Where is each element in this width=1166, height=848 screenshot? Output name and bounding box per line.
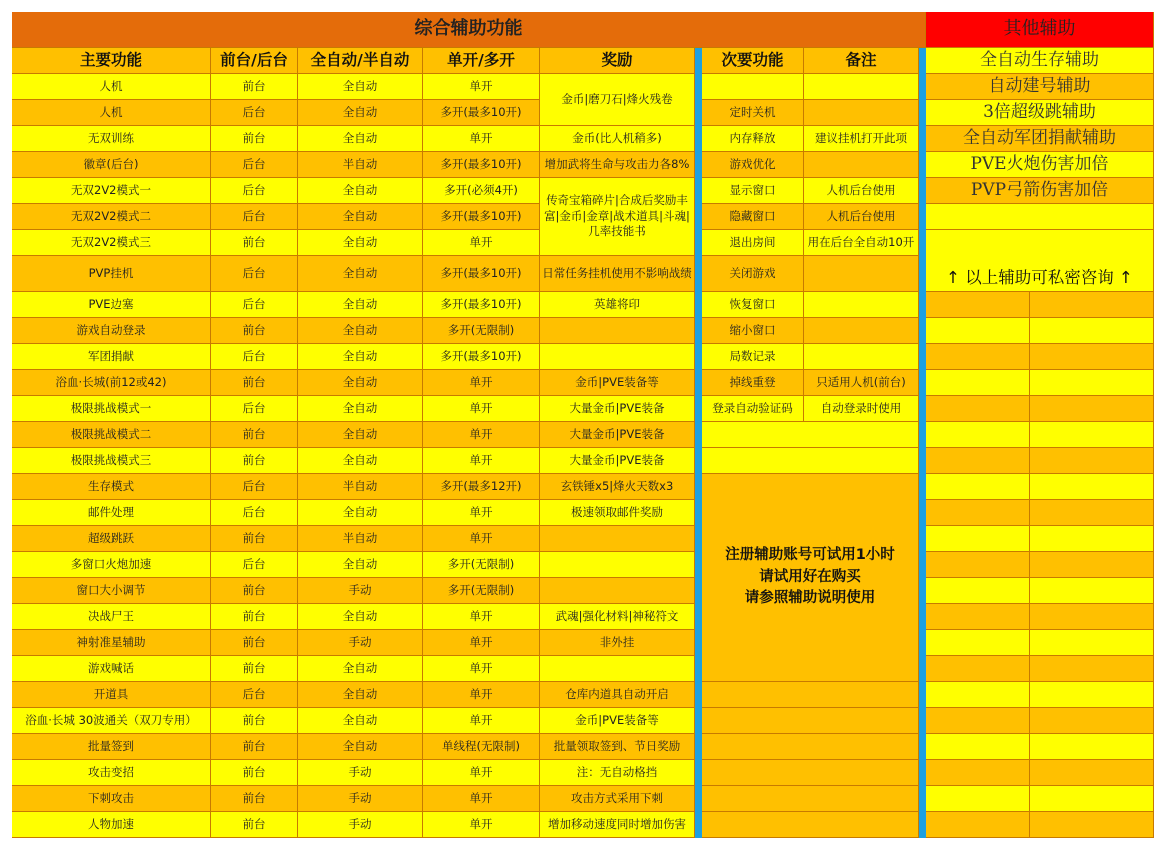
instance-mode: 单开 xyxy=(423,74,540,100)
other-grid-cell xyxy=(926,812,1030,838)
secondary-function: 显示窗口 xyxy=(702,178,804,204)
function-name: 徽章(后台) xyxy=(12,152,211,178)
remark: 建议挂机打开此项 xyxy=(804,126,919,152)
auto-mode: 全自动 xyxy=(298,708,423,734)
header-4: 奖励 xyxy=(540,48,695,74)
auto-mode: 全自动 xyxy=(298,100,423,126)
instance-mode: 多开(最多10开) xyxy=(423,292,540,318)
other-grid-cell xyxy=(926,422,1030,448)
reward-cell: 注：无自动格挡 xyxy=(540,760,695,786)
reward-cell: 大量金币|PVE装备 xyxy=(540,422,695,448)
other-grid-cell xyxy=(1030,526,1154,552)
secondary-function: 登录自动验证码 xyxy=(702,396,804,422)
trial-note-line: 请参照辅助说明使用 xyxy=(744,590,876,607)
remark xyxy=(804,292,919,318)
reward-cell xyxy=(540,344,695,370)
fg-bg: 后台 xyxy=(211,100,298,126)
remark xyxy=(804,256,919,292)
fg-bg: 前台 xyxy=(211,74,298,100)
fg-bg: 后台 xyxy=(211,344,298,370)
header-6: 备注 xyxy=(804,48,919,74)
other-grid-cell xyxy=(1030,656,1154,682)
auto-mode: 全自动 xyxy=(298,344,423,370)
other-grid-cell xyxy=(926,344,1030,370)
secondary-empty xyxy=(702,708,919,734)
function-name: 攻击变招 xyxy=(12,760,211,786)
instance-mode: 单开 xyxy=(423,500,540,526)
other-grid-cell xyxy=(1030,578,1154,604)
secondary-function: 关闭游戏 xyxy=(702,256,804,292)
other-grid-cell xyxy=(926,500,1030,526)
other-grid-cell xyxy=(1030,500,1154,526)
instance-mode: 多开(无限制) xyxy=(423,578,540,604)
auto-mode: 全自动 xyxy=(298,500,423,526)
instance-mode: 单开 xyxy=(423,760,540,786)
trial-note xyxy=(702,474,919,682)
fg-bg: 前台 xyxy=(211,708,298,734)
function-name: 无双2V2模式二 xyxy=(12,204,211,230)
remark: 只适用人机(前台) xyxy=(804,370,919,396)
fg-bg: 前台 xyxy=(211,422,298,448)
auto-mode: 全自动 xyxy=(298,74,423,100)
reward-cell: 英雄将印 xyxy=(540,292,695,318)
other-grid-cell xyxy=(926,552,1030,578)
reward-cell: 大量金币|PVE装备 xyxy=(540,396,695,422)
secondary-function: 定时关机 xyxy=(702,100,804,126)
instance-mode: 单开 xyxy=(423,126,540,152)
other-grid-cell xyxy=(926,474,1030,500)
function-name: 游戏自动登录 xyxy=(12,318,211,344)
header-2: 全自动/半自动 xyxy=(298,48,423,74)
other-grid-cell xyxy=(1030,734,1154,760)
fg-bg: 前台 xyxy=(211,604,298,630)
header-0: 主要功能 xyxy=(12,48,211,74)
instance-mode: 单开 xyxy=(423,370,540,396)
fg-bg: 前台 xyxy=(211,734,298,760)
fg-bg: 前台 xyxy=(211,760,298,786)
column-separator xyxy=(695,48,702,838)
other-grid-cell xyxy=(1030,604,1154,630)
auto-mode: 手动 xyxy=(298,578,423,604)
instance-mode: 多开(最多10开) xyxy=(423,256,540,292)
fg-bg: 后台 xyxy=(211,292,298,318)
other-grid-cell xyxy=(926,760,1030,786)
function-name: 浴血·长城 30波通关（双刀专用） xyxy=(12,708,211,734)
other-grid-cell xyxy=(926,448,1030,474)
function-name: 邮件处理 xyxy=(12,500,211,526)
auto-mode: 全自动 xyxy=(298,448,423,474)
secondary-empty xyxy=(702,786,919,812)
secondary-empty xyxy=(702,734,919,760)
function-name: 窗口大小调节 xyxy=(12,578,211,604)
other-assist-item: 全自动军团捐献辅助 xyxy=(926,126,1154,152)
secondary-function: 掉线重登 xyxy=(702,370,804,396)
function-name: 无双2V2模式一 xyxy=(12,178,211,204)
other-grid-cell xyxy=(926,604,1030,630)
secondary-function: 局数记录 xyxy=(702,344,804,370)
reward-cell: 金币|PVE装备等 xyxy=(540,708,695,734)
other-grid-cell xyxy=(1030,474,1154,500)
instance-mode: 多开(最多10开) xyxy=(423,204,540,230)
reward-cell: 攻击方式采用下刺 xyxy=(540,786,695,812)
reward-cell: 非外挂 xyxy=(540,630,695,656)
function-name: 极限挑战模式二 xyxy=(12,422,211,448)
spreadsheet xyxy=(12,12,1154,835)
instance-mode: 单开 xyxy=(423,604,540,630)
header-3: 单开/多开 xyxy=(423,48,540,74)
fg-bg: 后台 xyxy=(211,500,298,526)
instance-mode: 单开 xyxy=(423,812,540,838)
fg-bg: 后台 xyxy=(211,204,298,230)
instance-mode: 单开 xyxy=(423,448,540,474)
trial-note-line: 注册辅助账号可试用1小时 xyxy=(725,547,895,564)
function-name: 军团捐献 xyxy=(12,344,211,370)
auto-mode: 手动 xyxy=(298,786,423,812)
function-name: 下刺攻击 xyxy=(12,786,211,812)
fg-bg: 前台 xyxy=(211,230,298,256)
other-grid-cell xyxy=(1030,396,1154,422)
remark: 自动登录时使用 xyxy=(804,396,919,422)
function-name: 多窗口火炮加速 xyxy=(12,552,211,578)
secondary-function: 恢复窗口 xyxy=(702,292,804,318)
auto-mode: 全自动 xyxy=(298,422,423,448)
other-grid-cell xyxy=(1030,318,1154,344)
reward-cell: 金币|磨刀石|烽火残卷 xyxy=(540,74,695,126)
secondary-empty xyxy=(702,682,919,708)
instance-mode: 多开(无限制) xyxy=(423,318,540,344)
secondary-empty xyxy=(702,422,919,448)
other-grid-cell xyxy=(1030,760,1154,786)
fg-bg: 后台 xyxy=(211,256,298,292)
instance-mode: 单开 xyxy=(423,396,540,422)
reward-cell: 增加武将生命与攻击力各8% xyxy=(540,152,695,178)
function-name: 生存模式 xyxy=(12,474,211,500)
auto-mode: 全自动 xyxy=(298,396,423,422)
other-grid-cell xyxy=(926,526,1030,552)
other-grid-cell xyxy=(926,656,1030,682)
secondary-empty xyxy=(702,448,919,474)
secondary-empty xyxy=(702,812,919,838)
auto-mode: 全自动 xyxy=(298,604,423,630)
fg-bg: 前台 xyxy=(211,448,298,474)
instance-mode: 单开 xyxy=(423,786,540,812)
reward-cell xyxy=(540,526,695,552)
reward-cell xyxy=(540,552,695,578)
other-grid-cell xyxy=(926,630,1030,656)
other-assist-item: 全自动生存辅助 xyxy=(926,48,1154,74)
function-name: 浴血·长城(前12或42) xyxy=(12,370,211,396)
fg-bg: 后台 xyxy=(211,474,298,500)
other-assist-item: 自动建号辅助 xyxy=(926,74,1154,100)
reward-cell: 批量领取签到、节日奖励 xyxy=(540,734,695,760)
other-grid-cell xyxy=(926,786,1030,812)
instance-mode: 多开(最多10开) xyxy=(423,152,540,178)
other-grid-cell xyxy=(1030,448,1154,474)
other-grid-cell xyxy=(1030,812,1154,838)
function-name: 开道具 xyxy=(12,682,211,708)
reward-cell: 增加移动速度同时增加伤害 xyxy=(540,812,695,838)
main-title: 综合辅助功能 xyxy=(12,12,926,48)
function-name: 超级跳跃 xyxy=(12,526,211,552)
instance-mode: 单开 xyxy=(423,708,540,734)
reward-cell xyxy=(540,656,695,682)
remark: 用在后台全自动10开 xyxy=(804,230,919,256)
auto-mode: 全自动 xyxy=(298,256,423,292)
instance-mode: 单开 xyxy=(423,422,540,448)
auto-mode: 全自动 xyxy=(298,126,423,152)
other-grid-cell xyxy=(926,578,1030,604)
remark xyxy=(804,318,919,344)
header-1: 前台/后台 xyxy=(211,48,298,74)
reward-cell: 大量金币|PVE装备 xyxy=(540,448,695,474)
function-name: 极限挑战模式三 xyxy=(12,448,211,474)
instance-mode: 多开(无限制) xyxy=(423,552,540,578)
reward-cell xyxy=(540,578,695,604)
function-name: PVP挂机 xyxy=(12,256,211,292)
other-assist-empty xyxy=(926,204,1154,230)
auto-mode: 全自动 xyxy=(298,204,423,230)
instance-mode: 多开(最多10开) xyxy=(423,100,540,126)
other-assist-item: PVP弓箭伤害加倍 xyxy=(926,178,1154,204)
auto-mode: 全自动 xyxy=(298,370,423,396)
other-grid-cell xyxy=(1030,292,1154,318)
function-name: 人机 xyxy=(12,100,211,126)
fg-bg: 前台 xyxy=(211,526,298,552)
secondary-function: 缩小窗口 xyxy=(702,318,804,344)
remark xyxy=(804,100,919,126)
auto-mode: 手动 xyxy=(298,630,423,656)
fg-bg: 前台 xyxy=(211,126,298,152)
reward-cell: 玄铁锤x5|烽火天数x3 xyxy=(540,474,695,500)
function-name: 神射准星辅助 xyxy=(12,630,211,656)
auto-mode: 全自动 xyxy=(298,318,423,344)
fg-bg: 后台 xyxy=(211,152,298,178)
other-assist-item: PVE火炮伤害加倍 xyxy=(926,152,1154,178)
other-grid-cell xyxy=(1030,344,1154,370)
fg-bg: 后台 xyxy=(211,682,298,708)
header-5: 次要功能 xyxy=(702,48,804,74)
column-separator xyxy=(919,48,926,838)
instance-mode: 多开(最多10开) xyxy=(423,344,540,370)
function-name: 无双2V2模式三 xyxy=(12,230,211,256)
secondary-function: 内存释放 xyxy=(702,126,804,152)
remark xyxy=(804,152,919,178)
other-grid-cell xyxy=(926,708,1030,734)
instance-mode: 单线程(无限制) xyxy=(423,734,540,760)
other-grid-cell xyxy=(1030,786,1154,812)
other-grid-cell xyxy=(1030,630,1154,656)
reward-cell: 仓库内道具自动开启 xyxy=(540,682,695,708)
fg-bg: 前台 xyxy=(211,370,298,396)
function-name: 人机 xyxy=(12,74,211,100)
instance-mode: 单开 xyxy=(423,656,540,682)
instance-mode: 多开(最多12开) xyxy=(423,474,540,500)
reward-cell: 金币(比人机稍多) xyxy=(540,126,695,152)
other-grid-cell xyxy=(926,682,1030,708)
remark xyxy=(804,74,919,100)
secondary-function: 游戏优化 xyxy=(702,152,804,178)
other-grid-cell xyxy=(926,318,1030,344)
instance-mode: 单开 xyxy=(423,230,540,256)
function-name: 人物加速 xyxy=(12,812,211,838)
reward-cell: 日常任务挂机使用不影响战绩 xyxy=(540,256,695,292)
other-assist-note: ↑ 以上辅助可私密咨询 ↑ xyxy=(926,230,1154,292)
other-title: 其他辅助 xyxy=(926,12,1154,48)
fg-bg: 前台 xyxy=(211,578,298,604)
function-name: PVE边塞 xyxy=(12,292,211,318)
other-grid-cell xyxy=(1030,552,1154,578)
remark: 人机后台使用 xyxy=(804,178,919,204)
auto-mode: 全自动 xyxy=(298,734,423,760)
reward-cell: 传奇宝箱碎片|合成后奖励丰富|金币|金章|战术道具|斗魂|几率技能书 xyxy=(540,178,695,256)
fg-bg: 前台 xyxy=(211,786,298,812)
function-name: 批量签到 xyxy=(12,734,211,760)
auto-mode: 手动 xyxy=(298,760,423,786)
fg-bg: 后台 xyxy=(211,396,298,422)
other-assist-item: 3倍超级跳辅助 xyxy=(926,100,1154,126)
auto-mode: 半自动 xyxy=(298,152,423,178)
instance-mode: 多开(必须4开) xyxy=(423,178,540,204)
fg-bg: 前台 xyxy=(211,656,298,682)
remark: 人机后台使用 xyxy=(804,204,919,230)
fg-bg: 前台 xyxy=(211,812,298,838)
instance-mode: 单开 xyxy=(423,682,540,708)
fg-bg: 前台 xyxy=(211,630,298,656)
auto-mode: 手动 xyxy=(298,812,423,838)
reward-cell: 极速领取邮件奖励 xyxy=(540,500,695,526)
auto-mode: 半自动 xyxy=(298,526,423,552)
auto-mode: 全自动 xyxy=(298,552,423,578)
auto-mode: 全自动 xyxy=(298,292,423,318)
secondary-function: 隐藏窗口 xyxy=(702,204,804,230)
other-grid-cell xyxy=(926,396,1030,422)
auto-mode: 全自动 xyxy=(298,178,423,204)
instance-mode: 单开 xyxy=(423,526,540,552)
function-name: 无双训练 xyxy=(12,126,211,152)
function-name: 游戏喊话 xyxy=(12,656,211,682)
auto-mode: 全自动 xyxy=(298,682,423,708)
reward-cell xyxy=(540,318,695,344)
other-grid-cell xyxy=(1030,682,1154,708)
reward-cell: 武魂|强化材料|神秘符文 xyxy=(540,604,695,630)
other-grid-cell xyxy=(926,370,1030,396)
instance-mode: 单开 xyxy=(423,630,540,656)
other-grid-cell xyxy=(1030,422,1154,448)
auto-mode: 全自动 xyxy=(298,230,423,256)
auto-mode: 全自动 xyxy=(298,656,423,682)
fg-bg: 后台 xyxy=(211,552,298,578)
fg-bg: 后台 xyxy=(211,178,298,204)
secondary-function xyxy=(702,74,804,100)
function-name: 决战尸王 xyxy=(12,604,211,630)
fg-bg: 前台 xyxy=(211,318,298,344)
trial-note-line: 请试用好在购买 xyxy=(759,568,861,585)
other-grid-cell xyxy=(1030,370,1154,396)
other-grid-cell xyxy=(926,292,1030,318)
function-name: 极限挑战模式一 xyxy=(12,396,211,422)
auto-mode: 半自动 xyxy=(298,474,423,500)
secondary-function: 退出房间 xyxy=(702,230,804,256)
remark xyxy=(804,344,919,370)
reward-cell: 金币|PVE装备等 xyxy=(540,370,695,396)
secondary-empty xyxy=(702,760,919,786)
other-grid-cell xyxy=(926,734,1030,760)
other-grid-cell xyxy=(1030,708,1154,734)
